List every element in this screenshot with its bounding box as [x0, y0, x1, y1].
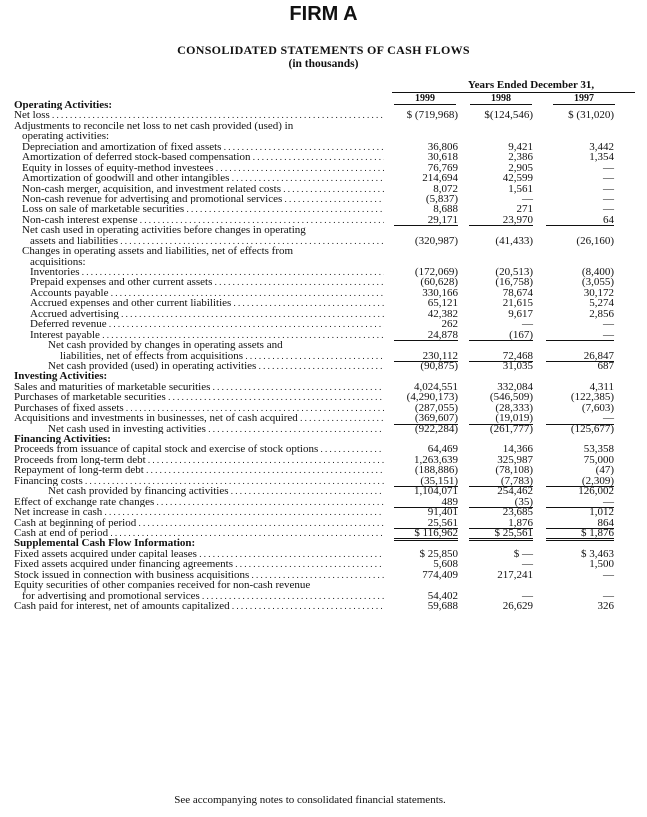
- value-1997: 64: [546, 215, 614, 226]
- value-1997: 75,000: [583, 453, 614, 466]
- row-label: Prepaid expenses and other current assets . . .: [14, 277, 384, 287]
- row-label: Acquisitions and investments in businesses, net of cash acquired . . .: [14, 413, 384, 423]
- row-label: Fixed assets acquired under capital leases . . .: [14, 549, 384, 559]
- value-1998: 217,241: [497, 568, 533, 581]
- value-1997: —: [603, 161, 614, 174]
- value-1998: 9,617: [508, 307, 533, 320]
- value-1997: (8,400): [581, 266, 614, 278]
- row-label: Equity securities of other companies received for non-cash revenue: [14, 580, 311, 591]
- value-1998: 42,599: [502, 172, 533, 185]
- table-row: [14, 267, 638, 277]
- value-1999: (188,886): [414, 464, 458, 477]
- value-1997: —: [546, 330, 614, 341]
- value-1998: 2,905: [508, 161, 533, 174]
- table-row: [14, 455, 638, 465]
- value-1999: 214,694: [422, 172, 458, 185]
- table-row: [14, 434, 638, 444]
- value-1998: 78,674: [502, 286, 533, 299]
- table-row: [14, 184, 638, 194]
- value-1998: 271: [516, 203, 533, 216]
- row-label: acquisitions:: [30, 256, 86, 268]
- table-row: [14, 591, 638, 601]
- row-label: Operating Activities:: [14, 100, 113, 111]
- value-1999: 76,769: [427, 161, 458, 174]
- row-label: Net increase in cash . . .: [14, 507, 384, 517]
- value-1999: (5,837): [425, 192, 458, 205]
- row-label: Investing Activities:: [14, 371, 108, 382]
- table-row: [14, 100, 638, 110]
- value-1998: 332,084: [497, 380, 533, 393]
- table-row: [14, 288, 638, 298]
- value-1998: (19,019): [469, 413, 533, 424]
- value-1998: (20,513): [495, 266, 533, 278]
- value-1998: 26,629: [502, 600, 533, 612]
- table-row: [14, 194, 638, 204]
- row-label: Financing Activities:: [14, 434, 111, 445]
- table-row: [14, 497, 638, 507]
- value-1999: 30,618: [427, 151, 458, 164]
- table-row: [14, 476, 638, 486]
- value-1999: 1,104,071: [414, 485, 458, 498]
- table-row: [14, 371, 638, 381]
- value-1997: 5,274: [589, 297, 614, 310]
- value-1998: (78,108): [495, 464, 533, 477]
- row-label: Repayment of long-term debt . . .: [14, 465, 384, 475]
- value-1998: (546,509): [489, 391, 533, 404]
- table-row: [14, 601, 638, 611]
- row-label: Net cash used in investing activities . . .: [14, 424, 384, 434]
- table-row: [14, 559, 638, 569]
- value-1997: 126,002: [578, 485, 614, 498]
- table-row: [14, 528, 638, 538]
- row-label: Cash at end of period . . .: [14, 528, 384, 538]
- column-header-1999: 1999: [394, 92, 456, 105]
- value-1998: 254,462: [497, 485, 533, 498]
- column-header-1997: 1997: [553, 92, 615, 105]
- value-1997: $ 1,876: [546, 528, 614, 541]
- value-1997: (125,677): [570, 422, 614, 435]
- value-1999: (35,151): [394, 476, 458, 487]
- value-1998: —: [522, 192, 533, 205]
- row-label: Fixed assets acquired under financing agreements . . .: [14, 559, 384, 569]
- value-1999: (287,055): [414, 401, 458, 414]
- value-1999: 774,409: [422, 568, 458, 581]
- value-1997: 53,358: [583, 443, 614, 456]
- row-label: Net loss . . .: [14, 110, 384, 120]
- row-label: Accounts payable . . .: [14, 288, 384, 298]
- table-row: [14, 131, 638, 141]
- row-label: Non-cash revenue for advertising and promotional services . . .: [14, 194, 384, 204]
- row-label: Proceeds from long-term debt . . .: [14, 455, 384, 465]
- row-label: Accrued advertising . . .: [14, 309, 384, 319]
- value-1997: 326: [597, 600, 614, 612]
- value-1997: —: [603, 182, 614, 195]
- row-label: Cash at beginning of period . . .: [14, 518, 384, 528]
- value-1997: 1,500: [589, 558, 614, 571]
- value-1998: (167): [469, 330, 533, 341]
- table-row: [14, 486, 638, 496]
- value-1997: (26,160): [576, 234, 614, 247]
- value-1999: 54,402: [427, 589, 458, 602]
- value-1998: —: [522, 558, 533, 571]
- value-1998: $ —: [513, 547, 533, 560]
- value-1998: (7,783): [469, 476, 533, 487]
- value-1997: —: [603, 568, 614, 581]
- value-1997: 864: [546, 518, 614, 529]
- value-1997: (2,309): [546, 476, 614, 487]
- row-label: Accrued expenses and other current liabilities . . .: [14, 298, 384, 308]
- value-1999: (922,284): [414, 422, 458, 435]
- value-1998: —: [522, 318, 533, 331]
- table-row: [14, 319, 638, 329]
- table-row: [14, 330, 638, 340]
- value-1999: 64,469: [427, 443, 458, 456]
- row-label: Amortization of deferred stock-based compensation . . .: [14, 152, 384, 162]
- value-1998: 325,987: [497, 453, 533, 466]
- value-1997: (7,603): [581, 401, 614, 414]
- value-1997: (122,385): [570, 391, 614, 404]
- table-row: [14, 538, 638, 548]
- table-row: [14, 361, 638, 371]
- value-1998: (35): [469, 497, 533, 508]
- footnote: See accompanying notes to consolidated financial statements.: [174, 794, 446, 806]
- row-label: Stock issued in connection with business acquisitions . . .: [14, 570, 384, 580]
- value-1999: 8,072: [433, 182, 458, 195]
- value-1997: $ (31,020): [568, 109, 614, 122]
- row-label: Financing costs . . .: [14, 476, 384, 486]
- value-1998: 14,366: [502, 443, 533, 456]
- table-row: [14, 518, 638, 528]
- table-row: [14, 507, 638, 517]
- row-label: Net cash provided by changes in operating assets and: [48, 340, 283, 351]
- value-1997: —: [546, 413, 614, 424]
- value-1999: $ 25,850: [419, 547, 458, 560]
- table-row: [14, 204, 638, 214]
- value-1999: (172,069): [414, 266, 458, 278]
- value-1999: (60,628): [420, 276, 458, 289]
- table-row: [14, 351, 638, 361]
- value-1998: 23,970: [469, 215, 533, 226]
- column-header-1998: 1998: [470, 92, 532, 105]
- value-1998: (28,333): [495, 401, 533, 414]
- table-row: [14, 142, 638, 152]
- row-label: Interest payable . . .: [14, 330, 384, 340]
- table-row: [14, 277, 638, 287]
- cash-flow-table: [14, 100, 638, 611]
- value-1999: (369,607): [394, 413, 458, 424]
- value-1999: (4,290,173): [406, 391, 458, 404]
- value-1998: 2,386: [508, 151, 533, 164]
- value-1999: 42,382: [427, 307, 458, 320]
- value-1998: 21,615: [502, 297, 533, 310]
- statement-title: CONSOLIDATED STATEMENTS OF CASH FLOWS: [177, 43, 470, 57]
- value-1999: 91,401: [427, 506, 458, 519]
- table-row: [14, 215, 638, 225]
- table-row: [14, 340, 638, 350]
- value-1999: 65,121: [427, 297, 458, 310]
- value-1999: 230,112: [394, 351, 458, 362]
- row-label: Deferred revenue . . .: [14, 319, 384, 329]
- value-1999: 25,561: [394, 518, 458, 529]
- row-label: Equity in losses of equity-method investees . . .: [14, 163, 384, 173]
- value-1997: —: [603, 589, 614, 602]
- years-ended-header: Years Ended December 31,: [467, 79, 595, 91]
- row-label: Inventories . . .: [14, 267, 384, 277]
- firm-label: FIRM A: [289, 3, 358, 25]
- table-row: [14, 298, 638, 308]
- table-row: [14, 424, 638, 434]
- value-1999: 59,688: [427, 600, 458, 612]
- value-1997: (3,055): [581, 276, 614, 289]
- row-label: Net cash provided by financing activities . . .: [14, 486, 384, 496]
- table-row: [14, 163, 638, 173]
- table-row: [14, 465, 638, 475]
- value-1999: $ (719,968): [406, 109, 458, 122]
- value-1997: —: [603, 203, 614, 216]
- value-1999: 29,171: [394, 215, 458, 226]
- value-1999: 1,263,639: [414, 453, 458, 466]
- value-1999: (90,875): [420, 359, 458, 372]
- row-label: Non-cash merger, acquisition, and investment related costs . . .: [14, 184, 384, 194]
- table-row: [14, 392, 638, 402]
- value-1997: 1,012: [589, 506, 614, 519]
- value-1999: 330,166: [422, 286, 458, 299]
- row-label: Changes in operating assets and liabilities, net of effects from: [22, 246, 294, 257]
- table-row: [14, 549, 638, 559]
- row-label: liabilities, net of effects from acquisitions . . .: [14, 351, 384, 361]
- value-1999: 8,688: [433, 203, 458, 216]
- value-1998: (261,777): [489, 422, 533, 435]
- value-1999: 5,608: [433, 558, 458, 571]
- table-row: [14, 225, 638, 235]
- row-label: Net cash provided (used) in operating activities . . .: [14, 361, 384, 371]
- value-1999: 36,806: [427, 140, 458, 153]
- value-1998: (16,758): [495, 276, 533, 289]
- value-1999: 262: [441, 318, 458, 331]
- value-1997: 26,847: [546, 351, 614, 362]
- table-row: [14, 110, 638, 120]
- value-1999: (320,987): [414, 234, 458, 247]
- table-row: [14, 382, 638, 392]
- value-1998: 31,035: [502, 359, 533, 372]
- row-label: Supplemental Cash Flow Information:: [14, 538, 196, 549]
- row-label: Cash paid for interest, net of amounts capitalized . . .: [14, 601, 384, 611]
- value-1998: 1,876: [469, 518, 533, 529]
- value-1997: —: [546, 497, 614, 508]
- value-1997: 4,311: [589, 380, 614, 393]
- table-row: [14, 173, 638, 183]
- row-label: Adjustments to reconcile net loss to net cash provided (used) in: [14, 120, 294, 132]
- row-label: Net cash used in operating activities before changes in operating: [22, 225, 306, 236]
- row-label: Effect of exchange rate changes . . .: [14, 497, 384, 507]
- row-label: for advertising and promotional services . . .: [14, 591, 384, 601]
- table-row: [14, 413, 638, 423]
- row-label: Proceeds from issuance of capital stock and exercise of stock options . . .: [14, 444, 384, 454]
- row-label: operating activities:: [22, 131, 110, 142]
- value-1997: 1,354: [589, 151, 614, 164]
- value-1997: 687: [597, 359, 614, 372]
- value-1997: —: [603, 192, 614, 205]
- row-label: Loss on sale of marketable securities . . .: [14, 204, 384, 214]
- value-1998: 9,421: [508, 140, 533, 153]
- row-label: Purchases of marketable securities . . .: [14, 392, 384, 402]
- value-1998: —: [522, 589, 533, 602]
- row-label: assets and liabilities . . .: [14, 236, 384, 246]
- value-1998: 23,685: [502, 506, 533, 519]
- row-label: Purchases of fixed assets . . .: [14, 403, 384, 413]
- table-row: [14, 257, 638, 267]
- value-1999: 24,878: [394, 330, 458, 341]
- value-1999: 4,024,551: [414, 380, 458, 393]
- value-1997: —: [603, 172, 614, 185]
- row-label: Non-cash interest expense . . .: [14, 215, 384, 225]
- value-1998: 1,561: [508, 182, 533, 195]
- row-label: Amortization of goodwill and other intangibles . . .: [14, 173, 384, 183]
- table-row: [14, 246, 638, 256]
- value-1998: 72,468: [469, 351, 533, 362]
- table-row: [14, 152, 638, 162]
- value-1997: 30,172: [583, 286, 614, 299]
- value-1999: $ 116,962: [394, 528, 458, 541]
- statement-subtitle: (in thousands): [288, 58, 359, 70]
- table-row: [14, 580, 638, 590]
- row-label: Depreciation and amortization of fixed assets . . .: [14, 142, 384, 152]
- value-1999: 489: [394, 497, 458, 508]
- value-1997: 3,442: [589, 140, 614, 153]
- value-1997: 2,856: [589, 307, 614, 320]
- value-1998: (41,433): [495, 234, 533, 247]
- table-row: [14, 121, 638, 131]
- value-1997: $ 3,463: [581, 547, 614, 560]
- table-row: [14, 444, 638, 454]
- value-1998: $ 25,561: [469, 528, 533, 541]
- table-row: [14, 570, 638, 580]
- value-1998: $(124,546): [484, 109, 533, 122]
- row-label: Sales and maturities of marketable securities . . .: [14, 382, 384, 392]
- table-row: [14, 236, 638, 246]
- table-row: [14, 309, 638, 319]
- table-row: [14, 403, 638, 413]
- value-1997: (47): [595, 464, 614, 477]
- value-1997: —: [603, 318, 614, 331]
